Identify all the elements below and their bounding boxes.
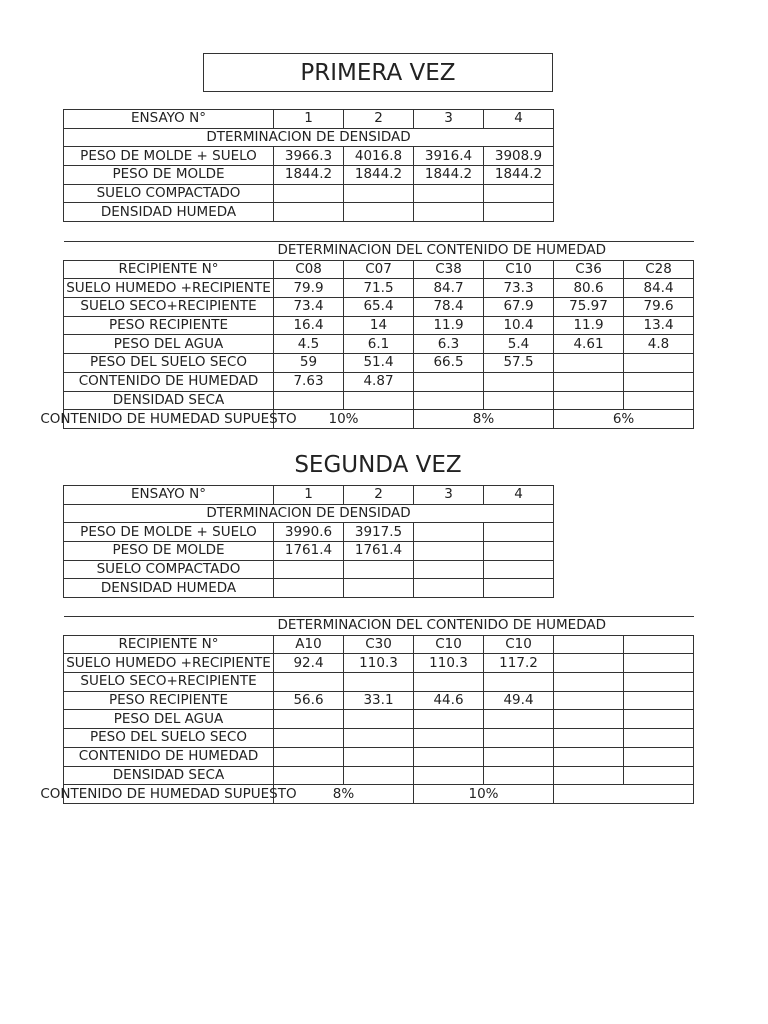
cell: 4.61 xyxy=(554,335,624,354)
table-row xyxy=(64,260,694,279)
cell xyxy=(414,542,484,561)
table-row xyxy=(64,673,694,692)
table-row xyxy=(64,635,694,654)
ensayo-label: ENSAYO N° xyxy=(64,110,274,129)
row-label: SUELO HUMEDO +RECIPIENTE xyxy=(64,654,274,673)
cell: 4.8 xyxy=(624,335,694,354)
cell xyxy=(274,184,344,203)
cell: 33.1 xyxy=(344,691,414,710)
cell: 78.4 xyxy=(414,298,484,317)
row-label: CONTENIDO DE HUMEDAD xyxy=(64,372,274,391)
cell xyxy=(484,766,554,785)
ensayo-col: 2 xyxy=(344,486,414,505)
cell: 3908.9 xyxy=(484,147,554,166)
row-label: SUELO SECO+RECIPIENTE xyxy=(64,673,274,692)
row-label: PESO DEL SUELO SECO xyxy=(64,729,274,748)
row-label: DENSIDAD SECA xyxy=(64,391,274,410)
cell: 4.87 xyxy=(344,372,414,391)
row-label: SUELO COMPACTADO xyxy=(64,184,274,203)
cell xyxy=(344,579,414,598)
cell xyxy=(624,673,694,692)
supuesto-cell: 10% xyxy=(414,785,554,804)
cell: 79.6 xyxy=(624,298,694,317)
cell xyxy=(274,673,344,692)
segunda-humedad-table xyxy=(40,616,694,804)
cell xyxy=(484,729,554,748)
cell xyxy=(414,523,484,542)
table-row xyxy=(64,710,694,729)
cell xyxy=(414,203,484,222)
cell: 56.6 xyxy=(274,691,344,710)
row-label: PESO DE MOLDE + SUELO xyxy=(64,147,274,166)
cell xyxy=(274,579,344,598)
row-label: DENSIDAD SECA xyxy=(64,766,274,785)
cell: 66.5 xyxy=(414,354,484,373)
cell xyxy=(274,391,344,410)
cell xyxy=(414,184,484,203)
cell: 1844.2 xyxy=(484,166,554,185)
cell xyxy=(344,710,414,729)
row-label: SUELO HUMEDO +RECIPIENTE xyxy=(64,279,274,298)
cell: 44.6 xyxy=(414,691,484,710)
cell: 14 xyxy=(344,316,414,335)
cell xyxy=(624,766,694,785)
cell xyxy=(484,542,554,561)
cell: 80.6 xyxy=(554,279,624,298)
cell xyxy=(414,766,484,785)
cell xyxy=(484,184,554,203)
cell xyxy=(484,673,554,692)
cell: 5.4 xyxy=(484,335,554,354)
cell: 49.4 xyxy=(484,691,554,710)
cell xyxy=(414,579,484,598)
recipiente-col: C38 xyxy=(414,260,484,279)
row-label: CONTENIDO DE HUMEDAD SUPUESTO xyxy=(40,785,297,802)
cell: 7.63 xyxy=(274,372,344,391)
supuesto-cell: 8% xyxy=(274,785,414,804)
recipiente-col xyxy=(624,635,694,654)
cell xyxy=(344,673,414,692)
cell xyxy=(624,391,694,410)
ensayo-col: 4 xyxy=(484,486,554,505)
cell: 4016.8 xyxy=(344,147,414,166)
cell: 11.9 xyxy=(414,316,484,335)
table-row xyxy=(64,766,694,785)
cell xyxy=(274,203,344,222)
cell: 73.3 xyxy=(484,279,554,298)
cell xyxy=(484,203,554,222)
cell: 59 xyxy=(274,354,344,373)
table-row xyxy=(64,523,554,542)
cell xyxy=(344,203,414,222)
table-row xyxy=(64,279,694,298)
table-row xyxy=(64,747,694,766)
cell xyxy=(344,391,414,410)
recipiente-col: A10 xyxy=(274,635,344,654)
cell xyxy=(554,673,624,692)
cell xyxy=(344,729,414,748)
cell: 117.2 xyxy=(484,654,554,673)
primera-humedad-table xyxy=(40,241,694,429)
recipiente-col: C36 xyxy=(554,260,624,279)
row-label: PESO RECIPIENTE xyxy=(64,316,274,335)
section-header: DTERMINACION DE DENSIDAD xyxy=(64,504,554,523)
cell xyxy=(554,372,624,391)
cell: 11.9 xyxy=(554,316,624,335)
supuesto-cell: 8% xyxy=(414,410,554,429)
row-label: DENSIDAD HUMEDA xyxy=(64,203,274,222)
cell xyxy=(554,710,624,729)
cell xyxy=(414,560,484,579)
recipiente-label: RECIPIENTE N° xyxy=(64,635,274,654)
cell xyxy=(484,523,554,542)
cell xyxy=(484,391,554,410)
cell: 84.7 xyxy=(414,279,484,298)
table-row xyxy=(64,504,554,523)
cell xyxy=(624,710,694,729)
table-row xyxy=(64,128,554,147)
cell xyxy=(554,766,624,785)
cell xyxy=(344,766,414,785)
cell xyxy=(274,766,344,785)
cell: 57.5 xyxy=(484,354,554,373)
ensayo-col: 4 xyxy=(484,110,554,129)
cell: 110.3 xyxy=(344,654,414,673)
cell xyxy=(274,729,344,748)
recipiente-col: C07 xyxy=(344,260,414,279)
table-row xyxy=(64,410,694,429)
table-row xyxy=(64,391,694,410)
cell xyxy=(484,560,554,579)
section-header: DETERMINACION DEL CONTENIDO DE HUMEDAD xyxy=(274,242,694,261)
cell: 3916.4 xyxy=(414,147,484,166)
cell: 67.9 xyxy=(484,298,554,317)
cell xyxy=(344,747,414,766)
table-row xyxy=(64,242,694,261)
cell xyxy=(484,372,554,391)
table-row xyxy=(64,203,554,222)
row-label: PESO RECIPIENTE xyxy=(64,691,274,710)
cell xyxy=(414,729,484,748)
primera-densidad-table xyxy=(63,109,554,222)
row-label: CONTENIDO DE HUMEDAD xyxy=(64,747,274,766)
recipiente-col xyxy=(554,635,624,654)
row-label: PESO DEL AGUA xyxy=(64,710,274,729)
recipiente-col: C10 xyxy=(484,260,554,279)
ensayo-col: 2 xyxy=(344,110,414,129)
section-header: DTERMINACION DE DENSIDAD xyxy=(64,128,554,147)
cell: 6.1 xyxy=(344,335,414,354)
cell: 92.4 xyxy=(274,654,344,673)
recipiente-col: C10 xyxy=(484,635,554,654)
row-label: SUELO COMPACTADO xyxy=(64,560,274,579)
table-row xyxy=(64,147,554,166)
table-row xyxy=(64,691,694,710)
row-label: SUELO SECO+RECIPIENTE xyxy=(64,298,274,317)
table-row xyxy=(64,316,694,335)
cell xyxy=(624,372,694,391)
cell: 3990.6 xyxy=(274,523,344,542)
row-label: PESO DE MOLDE xyxy=(64,166,274,185)
table-row xyxy=(64,298,694,317)
cell xyxy=(414,747,484,766)
row-label: PESO DE MOLDE + SUELO xyxy=(64,523,274,542)
cell: 4.5 xyxy=(274,335,344,354)
table-row xyxy=(64,372,694,391)
row-label: PESO DEL AGUA xyxy=(64,335,274,354)
cell xyxy=(554,691,624,710)
segunda-densidad-table xyxy=(63,485,554,598)
cell xyxy=(554,354,624,373)
cell: 79.9 xyxy=(274,279,344,298)
cell xyxy=(624,691,694,710)
cell xyxy=(414,673,484,692)
table-row xyxy=(64,335,694,354)
cell xyxy=(554,747,624,766)
cell xyxy=(484,747,554,766)
table-row xyxy=(64,785,694,804)
cell: 110.3 xyxy=(414,654,484,673)
cell: 1844.2 xyxy=(344,166,414,185)
cell: 10.4 xyxy=(484,316,554,335)
table-row xyxy=(64,729,694,748)
cell: 3917.5 xyxy=(344,523,414,542)
primera-vez-title: PRIMERA VEZ xyxy=(203,53,553,92)
cell: 73.4 xyxy=(274,298,344,317)
supuesto-cell: 6% xyxy=(554,410,694,429)
section-header: DETERMINACION DEL CONTENIDO DE HUMEDAD xyxy=(274,617,694,636)
cell: 71.5 xyxy=(344,279,414,298)
cell xyxy=(484,579,554,598)
cell: 1761.4 xyxy=(344,542,414,561)
table-row xyxy=(64,110,554,129)
table-row xyxy=(64,617,694,636)
table-row xyxy=(64,184,554,203)
recipiente-col: C08 xyxy=(274,260,344,279)
cell xyxy=(344,560,414,579)
ensayo-col: 1 xyxy=(274,110,344,129)
segunda-vez-title: SEGUNDA VEZ xyxy=(203,446,553,485)
row-label: PESO DE MOLDE xyxy=(64,542,274,561)
cell: 1844.2 xyxy=(274,166,344,185)
cell: 84.4 xyxy=(624,279,694,298)
ensayo-col: 1 xyxy=(274,486,344,505)
ensayo-label: ENSAYO N° xyxy=(64,486,274,505)
table-row xyxy=(64,166,554,185)
recipiente-col: C28 xyxy=(624,260,694,279)
table-row xyxy=(64,579,554,598)
table-row xyxy=(64,354,694,373)
cell xyxy=(484,710,554,729)
cell: 1761.4 xyxy=(274,542,344,561)
supuesto-cell: 10% xyxy=(274,410,414,429)
cell xyxy=(414,710,484,729)
cell: 13.4 xyxy=(624,316,694,335)
cell xyxy=(624,747,694,766)
cell: 6.3 xyxy=(414,335,484,354)
cell: 65.4 xyxy=(344,298,414,317)
ensayo-col: 3 xyxy=(414,486,484,505)
recipiente-col: C10 xyxy=(414,635,484,654)
cell xyxy=(414,372,484,391)
cell xyxy=(624,729,694,748)
row-label: DENSIDAD HUMEDA xyxy=(64,579,274,598)
recipiente-col: C30 xyxy=(344,635,414,654)
table-row xyxy=(64,486,554,505)
cell xyxy=(274,560,344,579)
cell xyxy=(554,391,624,410)
cell xyxy=(554,654,624,673)
cell xyxy=(344,184,414,203)
cell: 16.4 xyxy=(274,316,344,335)
cell: 75.97 xyxy=(554,298,624,317)
cell: 51.4 xyxy=(344,354,414,373)
cell xyxy=(624,354,694,373)
cell: 3966.3 xyxy=(274,147,344,166)
ensayo-col: 3 xyxy=(414,110,484,129)
table-row xyxy=(64,654,694,673)
cell xyxy=(274,747,344,766)
table-row xyxy=(64,560,554,579)
recipiente-label: RECIPIENTE N° xyxy=(64,260,274,279)
cell xyxy=(414,391,484,410)
cell: 1844.2 xyxy=(414,166,484,185)
row-label: CONTENIDO DE HUMEDAD SUPUESTO xyxy=(40,410,297,427)
supuesto-cell xyxy=(554,785,694,804)
table-row xyxy=(64,542,554,561)
cell xyxy=(554,729,624,748)
cell xyxy=(274,710,344,729)
cell xyxy=(624,654,694,673)
row-label: PESO DEL SUELO SECO xyxy=(64,354,274,373)
